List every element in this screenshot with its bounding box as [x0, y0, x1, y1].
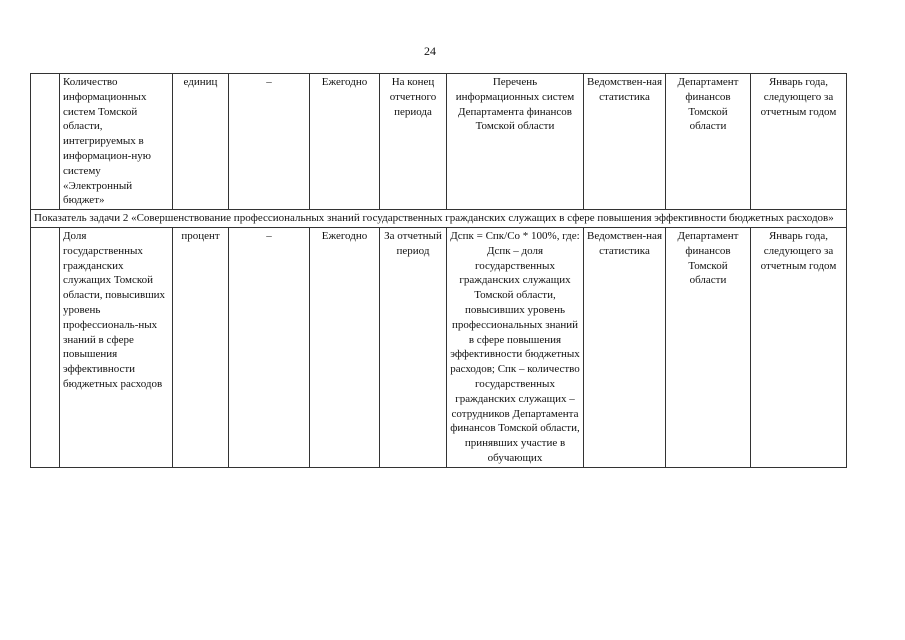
cell-source: Ведомствен-ная статистика [584, 227, 666, 467]
cell-number [31, 227, 60, 467]
cell-unit: единиц [173, 74, 229, 210]
cell-method: Дспк = Спк/Со * 100%, где: Дспк – доля государственных гражданских служащих Томской области, повысивших уровень профессиональных знаний в сфере повышения эффективности бюджетных расходов; Спк – количество государственных гражданских служащих – сотрудников Департамента финансов Томской области, принявших участие в обучающих [447, 227, 584, 467]
cell-date: Январь года, следующего за отчетным годом [751, 227, 847, 467]
table-row [31, 74, 847, 210]
cell-date: Январь года, следующего за отчетным годом [751, 74, 847, 210]
cell-unit: процент [173, 227, 229, 467]
cell-source: Ведомствен-ная статистика [584, 74, 666, 210]
cell-responsible: Департамент финансов Томской области [666, 74, 751, 210]
cell-method: Перечень информационных систем Департамента финансов Томской области [447, 74, 584, 210]
cell-responsible: Департамент финансов Томской области [666, 227, 751, 467]
section-row [31, 210, 847, 228]
cell-dash: – [229, 227, 310, 467]
section-heading: Показатель задачи 2 «Совершенствование профессиональных знаний государственных гражданских служащих в сфере повышения эффективности бюджетных расходов» [31, 210, 847, 228]
cell-period: На конец отчетного периода [380, 74, 447, 210]
cell-frequency: Ежегодно [310, 227, 380, 467]
cell-indicator-name: Доля государственных гражданских служащих Томской области, повысивших уровень профессиональ-ных знаний в сфере повышения эффективности бюджетных расходов [60, 227, 173, 467]
table-row [31, 227, 847, 467]
indicators-table [30, 73, 847, 468]
cell-number [31, 74, 60, 210]
cell-dash: – [229, 74, 310, 210]
cell-indicator-name: Количество информационных систем Томской области, интегрируемых в информацион-ную систему «Электронный бюджет» [60, 74, 173, 210]
cell-frequency: Ежегодно [310, 74, 380, 210]
cell-period: За отчетный период [380, 227, 447, 467]
page-number: 24 [424, 44, 436, 58]
